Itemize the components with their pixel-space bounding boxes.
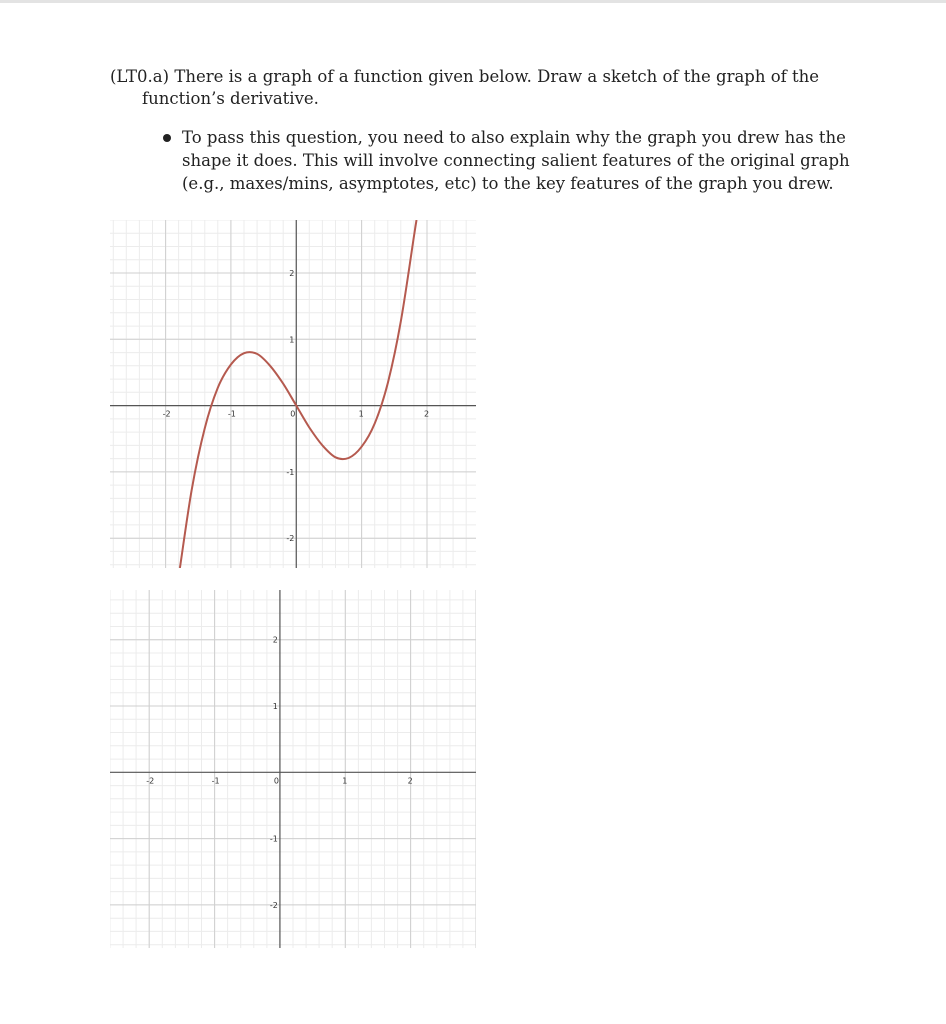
x-tick-label: -1 — [211, 776, 220, 786]
x-tick-label: 0 — [273, 776, 279, 786]
x-tick-label: 1 — [358, 409, 364, 419]
function-curve — [180, 220, 417, 568]
question-line-1 — [110, 66, 840, 88]
question-line-2: function’s derivative. — [142, 89, 319, 108]
y-tick-label: -1 — [269, 834, 278, 844]
bullet-list — [160, 126, 850, 195]
page-top-rule — [0, 0, 946, 3]
bullet-line: shape it does. This will involve connecting salient features of the original graph — [182, 151, 850, 170]
y-tick-label: -1 — [286, 467, 295, 477]
x-tick-label: -1 — [227, 409, 236, 419]
y-tick-label: 1 — [289, 335, 295, 345]
question-line-1-text: There is a graph of a function given below. Draw a sketch of the graph of the — [174, 67, 820, 86]
x-tick-label: -2 — [146, 776, 155, 786]
y-tick-label: 2 — [289, 269, 295, 278]
x-tick-label: 2 — [424, 409, 430, 419]
bullet-line: (e.g., maxes/mins, asymptotes, etc) to the key features of the graph you drew. — [182, 174, 834, 193]
x-tick-label: 1 — [342, 776, 348, 786]
derivative-grid-svg — [110, 590, 476, 948]
bullet-item — [160, 126, 850, 195]
bullet-line: To pass this question, you need to also explain why the graph you drew has the — [182, 128, 846, 147]
y-tick-label: 1 — [272, 702, 278, 711]
y-tick-label: -2 — [269, 900, 278, 910]
function-graph — [110, 220, 476, 568]
y-tick-label: -2 — [286, 534, 295, 544]
question-label: (LT0.a) — [110, 67, 170, 86]
x-tick-label: 2 — [407, 776, 413, 786]
x-tick-label: -2 — [162, 409, 171, 419]
y-tick-label: 2 — [272, 635, 278, 645]
question-text — [110, 66, 840, 110]
minor-grid — [110, 590, 476, 948]
derivative-sketch-grid — [110, 590, 476, 948]
function-graph-svg — [110, 220, 476, 568]
x-tick-label: 0 — [290, 409, 296, 419]
bullet-dot-icon — [163, 134, 171, 142]
